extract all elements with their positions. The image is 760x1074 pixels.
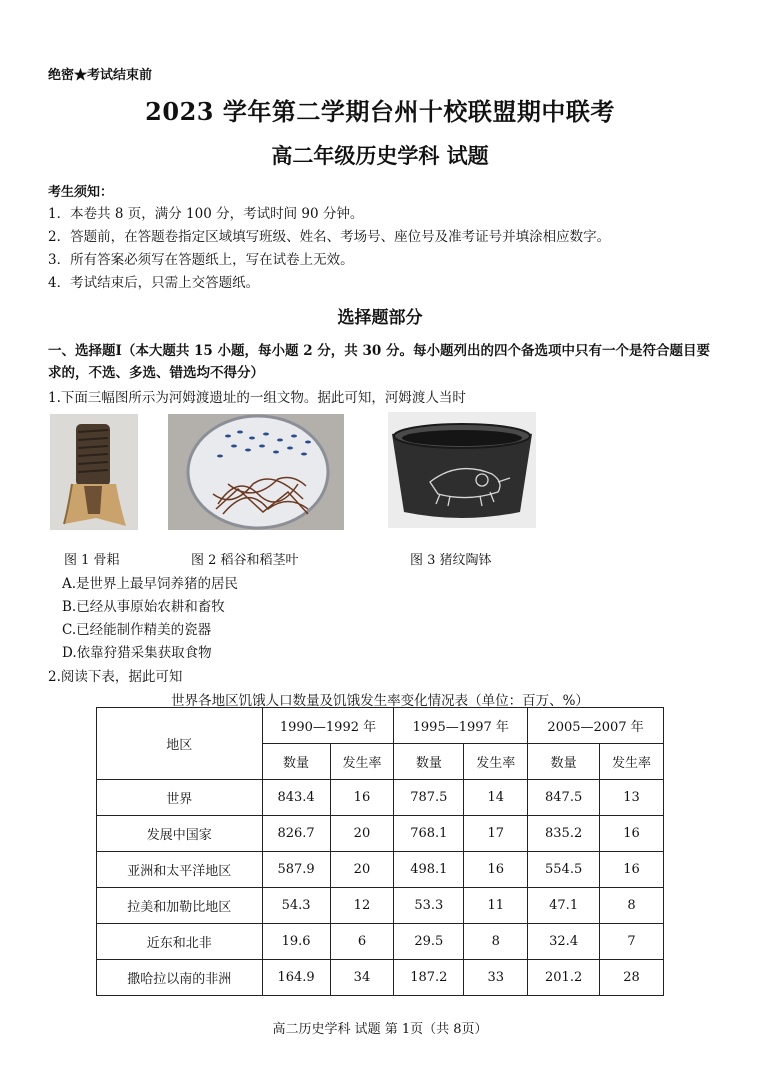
notice-heading: 考生须知： [48,185,114,200]
table-row [97,960,664,996]
region-cell: 亚洲和太平洋地区 [97,852,263,888]
table-row [97,888,664,924]
figure-3-caption: 图 3 猪纹陶钵 [410,553,492,568]
value-cell: 13 [600,780,664,816]
value-cell: 12 [330,888,394,924]
exam-subtitle: 高二年级历史学科 试题 [271,143,489,168]
notice-item: 4．考试结束后，只需上交答题纸。 [48,275,260,291]
value-cell: 7 [600,924,664,960]
figure-2-caption: 图 2 稻谷和稻茎叶 [191,553,299,568]
region-cell: 近东和北非 [97,924,263,960]
table-row [97,780,664,816]
subheader: 发生率 [330,744,394,780]
value-cell: 6 [330,924,394,960]
section-title: 选择题部分 [337,308,423,328]
value-cell: 54.3 [262,888,330,924]
value-cell: 16 [464,852,528,888]
value-cell: 8 [464,924,528,960]
bone-spade-image [50,414,138,530]
value-cell: 826.7 [262,816,330,852]
confidential-label: 绝密★考试结束前 [48,68,153,83]
table-row [97,924,664,960]
value-cell: 8 [600,888,664,924]
value-cell: 201.2 [528,960,600,996]
value-cell: 28 [600,960,664,996]
value-cell: 17 [464,816,528,852]
value-cell: 768.1 [394,816,464,852]
value-cell: 187.2 [394,960,464,996]
subheader: 数量 [262,744,330,780]
figure-1-caption: 图 1 骨耜 [64,553,120,568]
value-cell: 16 [330,780,394,816]
value-cell: 33 [464,960,528,996]
value-cell: 14 [464,780,528,816]
exam-title: 2023 学年第二学期台州十校联盟期中联考 [145,97,615,126]
table-row [97,852,664,888]
value-cell: 53.3 [394,888,464,924]
value-cell: 11 [464,888,528,924]
notice-item: 2．答题前，在答题卷指定区域填写班级、姓名、考场号、座位号及准考证号并填涂相应数字。 [48,229,611,245]
notice-item: 1．本卷共 8 页，满分 100 分，考试时间 90 分钟。 [48,206,364,222]
question-1-option-c: C.已经能制作精美的瓷器 [62,622,212,638]
value-cell: 34 [330,960,394,996]
value-cell: 20 [330,816,394,852]
value-cell: 835.2 [528,816,600,852]
question-2-stem: 2.阅读下表，据此可知 [48,669,183,685]
page-footer: 高二历史学科 试题 第 1页（共 8页） [272,1022,488,1037]
value-cell: 554.5 [528,852,600,888]
question-1-option-a: A.是世界上最早饲养猪的居民 [62,576,239,592]
subheader: 数量 [394,744,464,780]
value-cell: 787.5 [394,780,464,816]
region-cell: 撒哈拉以南的非洲 [97,960,263,996]
region-header: 地区 [97,708,263,780]
region-cell: 拉美和加勒比地区 [97,888,263,924]
part1-heading: 一、选择题Ⅰ（本大题共 15 小题，每小题 2 分，共 30 分。每小题列出的四个备选项中只有一个是符合题目要求的，不选、多选、错选均不得分） [48,343,710,381]
value-cell: 843.4 [262,780,330,816]
value-cell: 587.9 [262,852,330,888]
subheader: 发生率 [600,744,664,780]
value-cell: 16 [600,852,664,888]
rice-grains-image [168,414,344,530]
region-cell: 世界 [97,780,263,816]
value-cell: 164.9 [262,960,330,996]
value-cell: 29.5 [394,924,464,960]
value-cell: 16 [600,816,664,852]
period-header: 2005—2007 年 [528,708,664,744]
period-header: 1990—1992 年 [262,708,394,744]
region-cell: 发展中国家 [97,816,263,852]
value-cell: 20 [330,852,394,888]
table-title: 世界各地区饥饿人口数量及饥饿发生率变化情况表（单位：百万、%） [171,693,589,709]
pig-pattern-bowl-image [388,412,536,528]
value-cell: 847.5 [528,780,600,816]
value-cell: 47.1 [528,888,600,924]
question-1-option-b: B.已经从事原始农耕和畜牧 [62,599,225,615]
hunger-data-table [96,707,664,996]
subheader: 发生率 [464,744,528,780]
question-1-option-d: D.依靠狩猎采集获取食物 [62,645,212,661]
subheader: 数量 [528,744,600,780]
value-cell: 32.4 [528,924,600,960]
table-row [97,816,664,852]
notice-item: 3．所有答案必须写在答题纸上，写在试卷上无效。 [48,252,354,268]
value-cell: 19.6 [262,924,330,960]
period-header: 1995—1997 年 [394,708,528,744]
question-1-stem: 1.下面三幅图所示为河姆渡遗址的一组文物。据此可知，河姆渡人当时 [48,390,466,406]
value-cell: 498.1 [394,852,464,888]
